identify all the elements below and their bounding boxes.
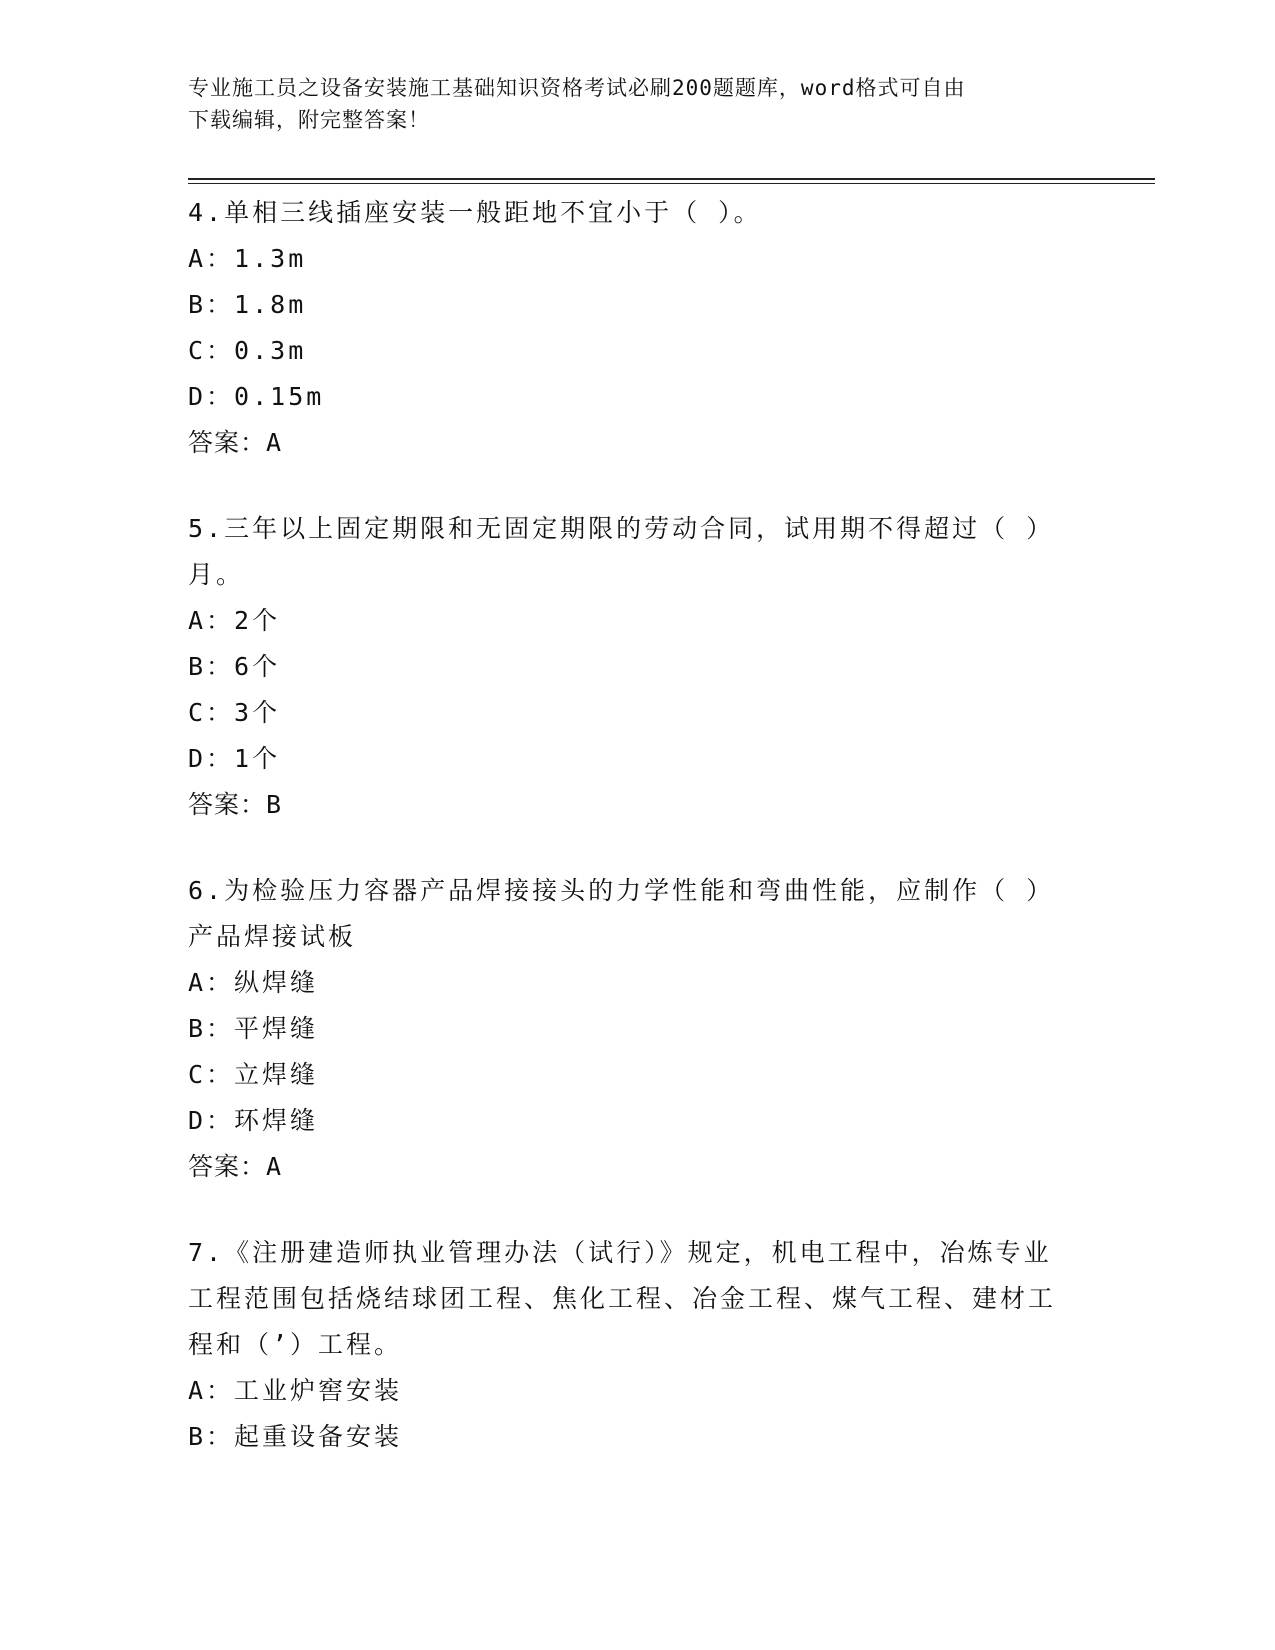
option-a: A：纵焊缝 [188,968,319,997]
option-d: D：环焊缝 [188,1106,319,1135]
answer-line [188,782,1068,828]
option-a: A：工业炉窖安装 [188,1376,403,1405]
document-header [188,72,1068,136]
answer-label: 答案： [188,1152,267,1181]
option-a: A：2个 [188,606,281,635]
option-c: C：0.3m [188,336,307,365]
answer-label: 答案： [188,790,267,819]
answer-line [188,1144,1068,1190]
header-divider-thin [188,183,1155,184]
question-7 [188,1230,1068,1460]
option-d: D：1个 [188,744,281,773]
answer-value: A [266,1152,283,1181]
header-line-1: 专业施工员之设备安装施工基础知识资格考试必刷200题题库，word格式可自由 [188,76,966,100]
question-list [188,190,1068,1500]
option-a: A：1.3m [188,244,307,273]
question-6 [188,868,1068,1190]
option-c: C：3个 [188,698,281,727]
answer-value: B [266,790,283,819]
question-text: 7.《注册建造师执业管理办法（试行）》规定，机电工程中，冶炼专业工程范围包括烧结球团工程、焦化工程、冶金工程、煤气工程、建材工程和（’）工程。 [188,1238,1057,1359]
option-b: B：1.8m [188,290,307,319]
header-divider-thick [188,178,1155,180]
option-b: B：平焊缝 [188,1014,319,1043]
option-d: D：0.15m [188,382,325,411]
option-c: C：立焊缝 [188,1060,319,1089]
option-b: B：起重设备安装 [188,1422,403,1451]
question-4 [188,190,1068,466]
question-text: 5.三年以上固定期限和无固定期限的劳动合同，试用期不得超过（ ）月。 [188,514,1055,589]
answer-label: 答案： [188,428,267,457]
option-b: B：6个 [188,652,281,681]
question-text: 6.为检验压力容器产品焊接接头的力学性能和弯曲性能，应制作（ ）产品焊接试板 [188,876,1055,951]
header-line-2: 下载编辑，附完整答案！ [188,108,430,132]
question-5 [188,506,1068,828]
answer-value: A [266,428,283,457]
question-text: 4.单相三线插座安装一般距地不宜小于（ ）。 [188,198,762,227]
answer-line [188,420,1068,466]
